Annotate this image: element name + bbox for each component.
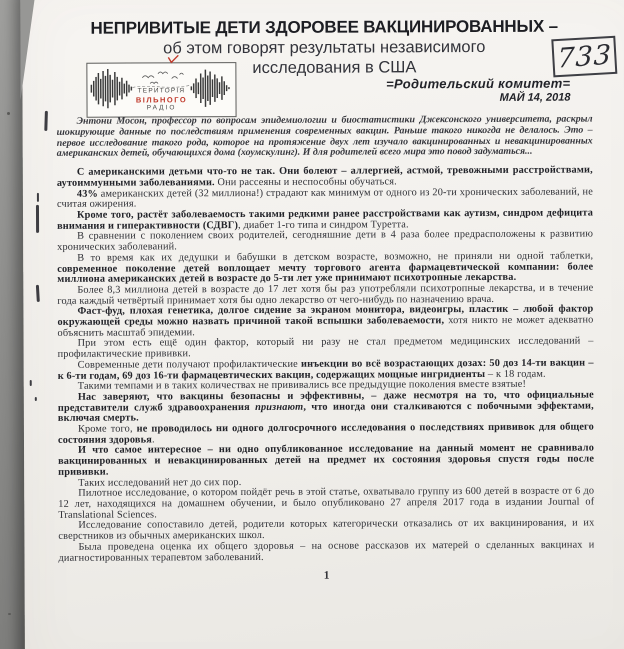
paragraph: Современные дети получают профилактические инъекции во всё возрастающих дозах: 50 доз 14-ти вакцин – к 6-ти годам, 69 доз 16-ти фармацевтических вакцин, содержащих мощные ингридиенты – к 18 годам. — [57, 357, 594, 382]
paragraph: Такими темпами и в таких количествах не прививались все предыдущие поколения вместе взятые! — [77, 379, 527, 393]
paragraph: С американскими детьми что-то не так. Они болеют – аллергией, астмой, тревожными расстройствами, аутоиммунными заболеваниями. Они рассеяны и неспособны обучаться. — [56, 164, 593, 189]
paragraph: И что самое интересное – ни одно опубликованное исследование на данный момент не сравнивало вакцинированных и невакцинированных детей на предмет их состояния здоровья спустя годы после прививки. — [58, 442, 595, 478]
backdrop-speck — [8, 613, 11, 615]
title-line-3: исследования в США — [252, 58, 417, 77]
logo-line-3: РАДІО — [146, 104, 177, 112]
paragraph: Кроме того, растёт заболеваемость такими редкими ранее расстройствами как аутизм, синдром дефицита внимания и гиперактивности (СДВГ), диабет 1-го типа и синдром Туретта. — [57, 207, 594, 232]
paragraph: Фаст-фуд, плохая генетика, долгое сидение за экраном монитора, видеоигры, пластик – любой фактор окружающей среды можно назвать причиной такой вспышки заболеваемости, хотя никто не может адекватно объяснить масштаб эпидемии. — [57, 303, 594, 339]
paragraph: Таких исследований нет до сих пор. — [78, 476, 242, 489]
page-number: 1 — [323, 569, 330, 582]
paragraph: В сравнении с поколением своих родителей, сегодняшние дети в 4 раза более предрасположены к развитию хронических заболеваний. — [57, 228, 594, 253]
paragraph: Кроме того, не проводилось ни одного долгосрочного исследования о последствиях прививок для общего состояния здоровья. — [57, 421, 594, 446]
attribution-source: =Родительский комитет= — [386, 75, 571, 92]
intro-paragraph: Энтони Мосон, профессор по вопросам эпидемиологии и биостатистики Джексонского университета, раскрыл шокирующие данные по последствиям применения современных вакцин. Раньше такого никогда не делалось. Это – первое исследование такого рода, которое на протяжение двух лет изучало вакцинированных и невакцинированных американских детей, обучающихся дома (хоумскулинг). И для родителей всего мира это повод задуматься... — [56, 113, 593, 160]
paragraph: При этом есть ещё один фактор, который ни разу не стал предметом медицинских исследований – профилактические прививки. — [57, 335, 594, 360]
paragraph: Исследование сопоставило детей, родители которых категорически отказались от их вакцинирования, и их сверстников из обычных американских школ. — [58, 517, 595, 542]
title-line-1: НЕПРИВИТЫЕ ДЕТИ ЗДОРОВЕЕ ВАКЦИНИРОВАННЫХ – — [90, 16, 558, 38]
title-line-2: об этом говорят результаты независимого — [163, 37, 486, 58]
paragraph: 43% американских детей (32 миллиона!) страдают как минимум от одного из 20-ти хронических заболеваний, не считая ожирения. — [56, 186, 593, 211]
backdrop-speck — [7, 112, 10, 115]
paper-page — [22, 0, 624, 649]
paragraph: В то время как их дедушки и бабушки в детском возрасте, возможно, не приняли ни одной таблетки, современное поколение детей воплощает мечту торгового агента фармацевтической компании: более миллиона американских детей в возрасте до 5-ти лет уже принимают психотропные лекарства. — [57, 250, 594, 286]
attribution-date: МАЙ 14, 2018 — [499, 91, 571, 104]
page-content — [22, 0, 624, 583]
paragraph: Была проведена оценка их общего здоровья – на основе рассказов их матерей о сделанных вакцинах и диагностированных терапевтом заболеваний. — [58, 539, 595, 564]
paragraph: Более 8,3 миллиона детей в возрасте до 17 лет хотя бы раз употребляли психотропные лекарства, и в течение года каждый четвёртый принимает хотя бы одно лекарство от чего-нибудь по назначению врача. — [57, 282, 594, 307]
header-spacer — [56, 77, 592, 117]
article-body — [57, 166, 595, 564]
paragraph: Нас заверяют, что вакцины безопасны и эффективны, – даже несмотря на то, что официальные представители служб здравоохранения признают, что иногда они сталкиваются с побочными эффектами, включая смерть. — [57, 389, 594, 425]
logo-line-2: ВІЛЬНОГО — [135, 95, 188, 105]
paragraph: Пилотное исследование, о котором пойдёт речь в этой статье, охватывало группу из 600 детей в возрасте от 6 до 12 лет, находящихся на домашнем обучении, и было опубликовано 27 апреля 2017 года в издании Journal of Translational Sciences. — [58, 485, 595, 521]
logo-line-1: ТЕРИТОРІЯ — [137, 87, 186, 95]
handwritten-number: 733 — [556, 38, 613, 75]
